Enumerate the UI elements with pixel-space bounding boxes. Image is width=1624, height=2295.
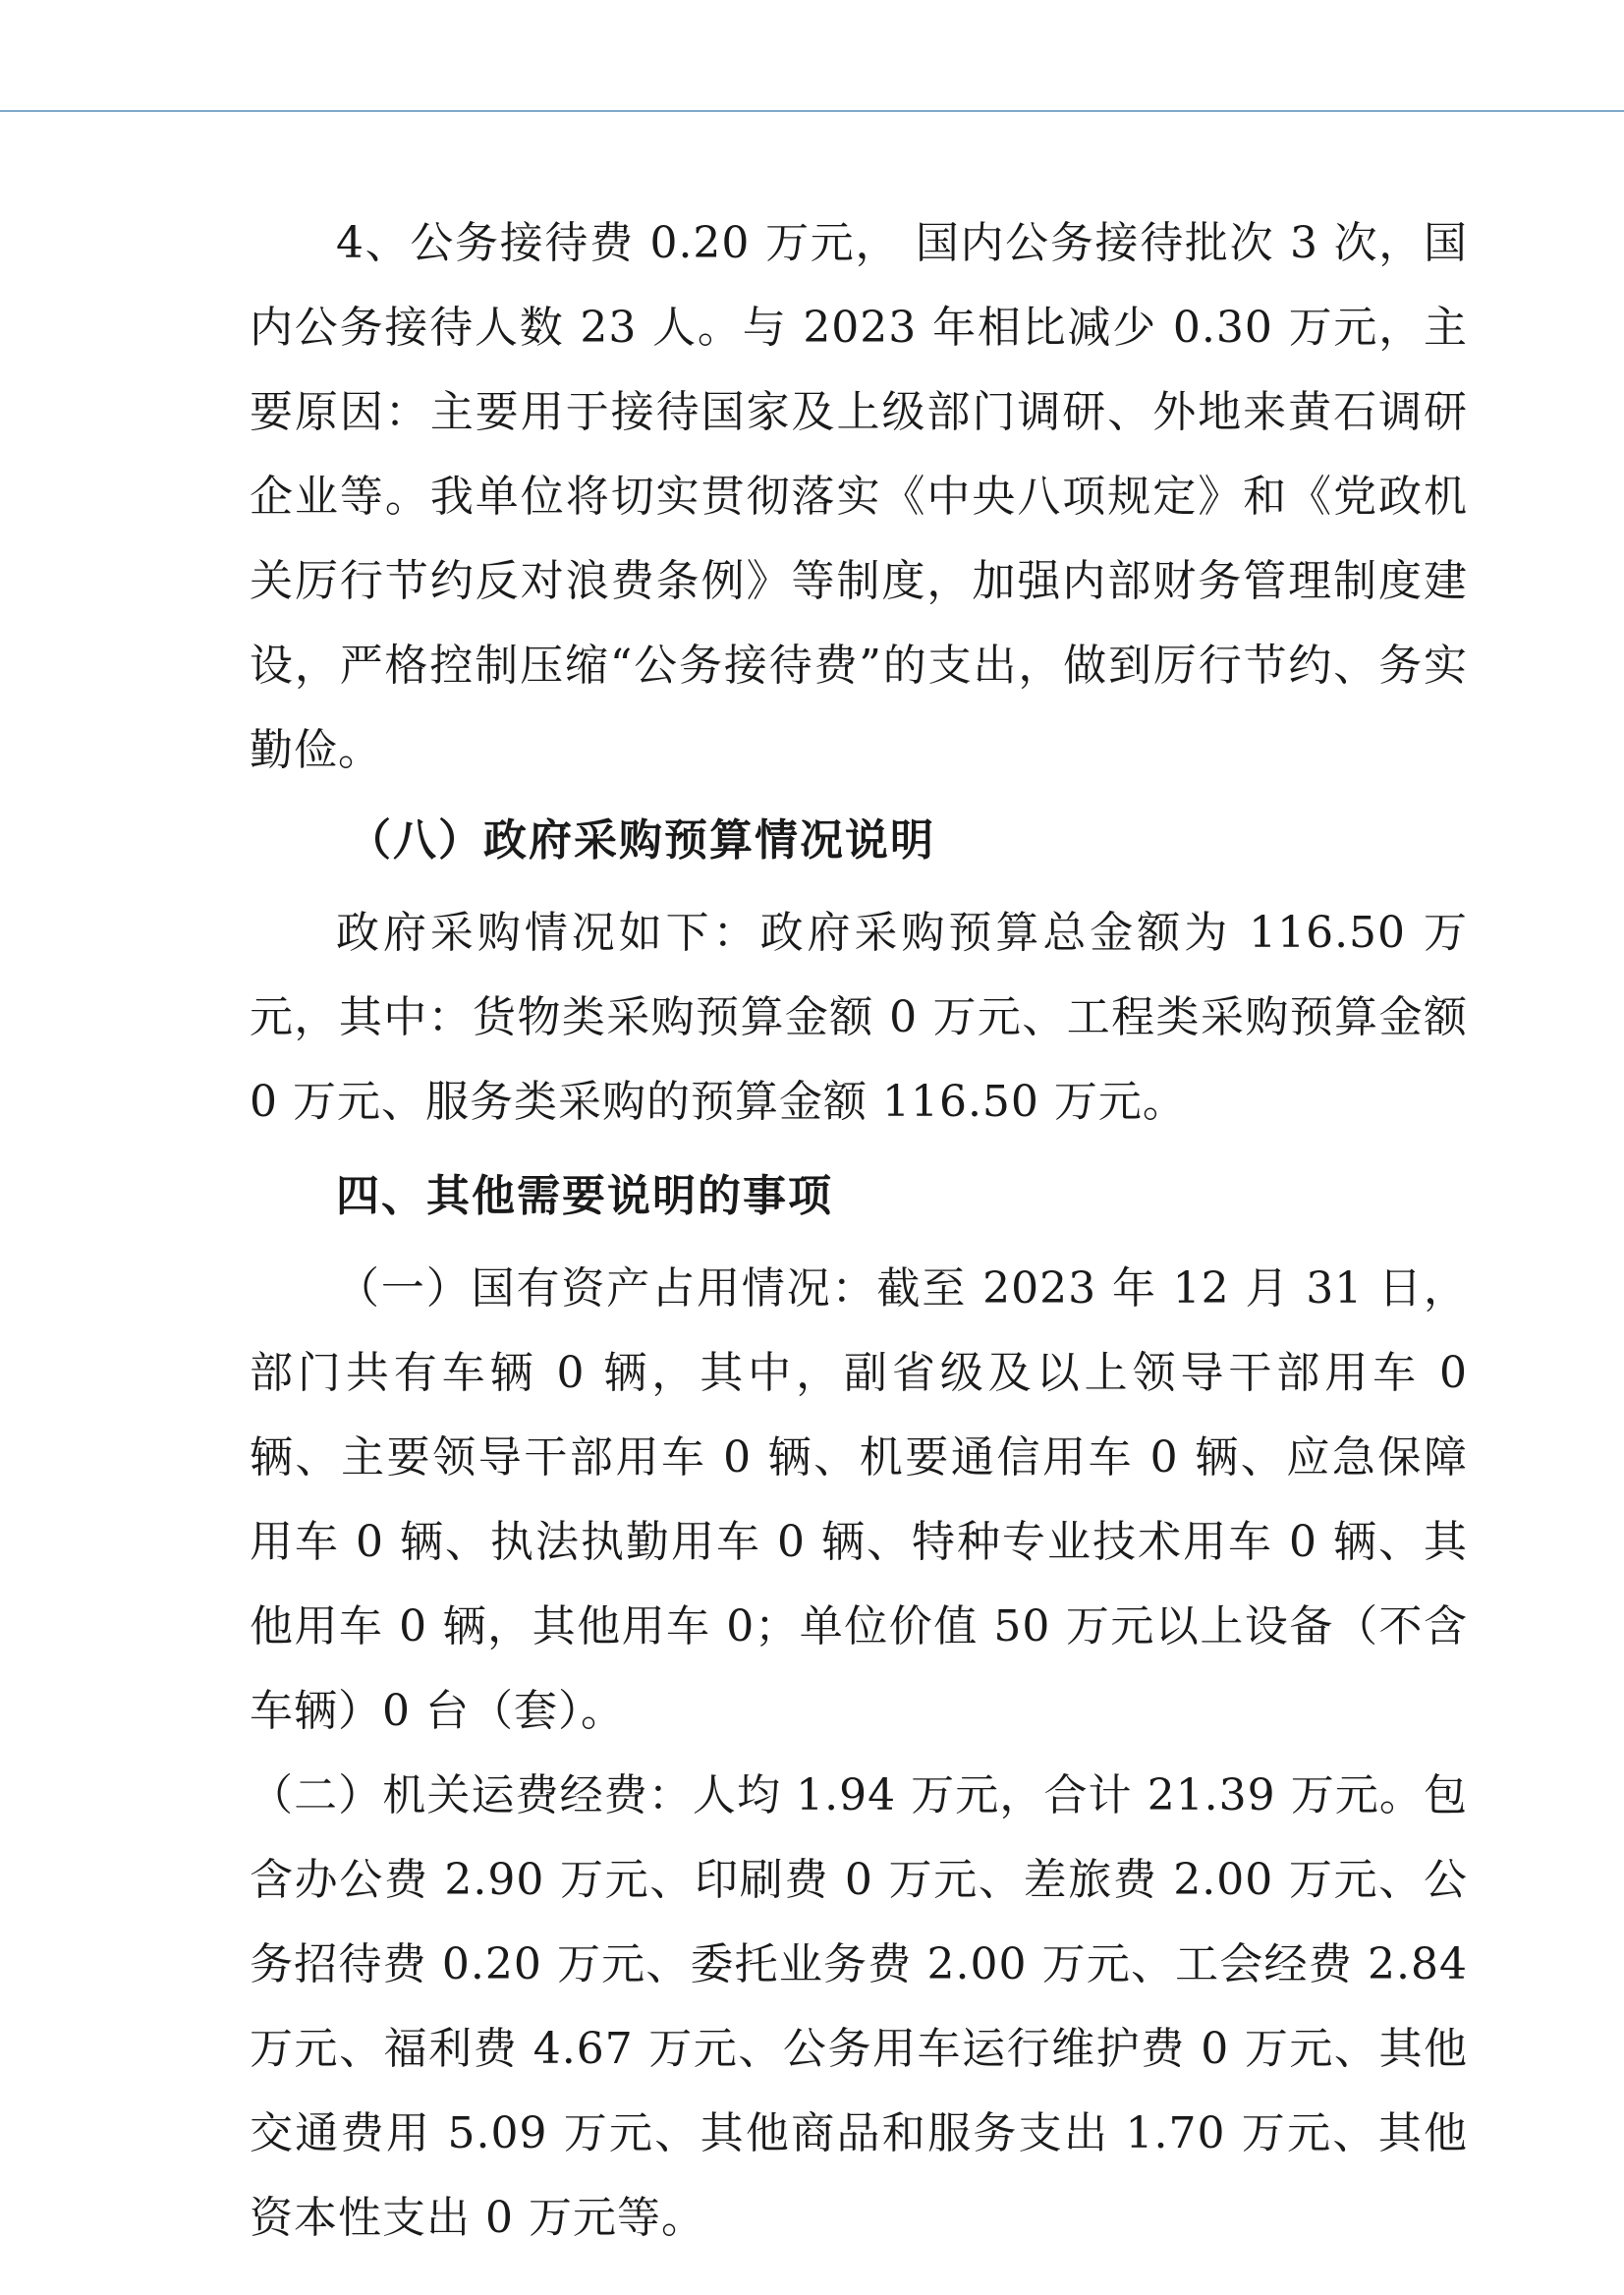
section-heading-procurement: （八）政府采购预算情况说明 <box>348 815 935 866</box>
header-rule <box>0 110 1624 112</box>
paragraph-state-assets: （一）国有资产占用情况：截至 2023 年 12 月 31 日，部门共有车辆 0 辆，其中，副省级及以上领导干部用车 0 辆、主要领导干部用车 0 辆、机要通信用车 0 辆、应急保障用车 0 辆、执法执勤用车 0 辆、特种专业技术用车 0 辆、其他用车 0 辆，其他用车 0；单位价值 50 万元以上设备（不含车辆）0 台（套）。 <box>250 1263 1468 1736</box>
document-body <box>250 201 1468 2261</box>
paragraph-operating-expenses: （二）机关运费经费：人均 1.94 万元，合计 21.39 万元。包含办公费 2.90 万元、印刷费 0 万元、差旅费 2.00 万元、公务招待费 0.20 万元、委托业务费 2.00 万元、工会经费 2.84 万元、福利费 4.67 万元、公务用车运行维护费 0 万元、其他交通费用 5.09 万元、其他商品和服务支出 1.70 万元、其他资本性支出 0 万元等。 <box>250 1770 1469 2243</box>
paragraph-procurement: 政府采购情况如下：政府采购预算总金额为 116.50 万元，其中：货物类采购预算金额 0 万元、工程类采购预算金额 0 万元、服务类采购的预算金额 116.50 万元。 <box>250 908 1468 1127</box>
section-heading-other-matters: 四、其他需要说明的事项 <box>336 1171 833 1221</box>
paragraph-reception-expenses: 4、公务接待费 0.20 万元， 国内公务接待批次 3 次，国内公务接待人数 23 人。与 2023 年相比减少 0.30 万元，主要原因：主要用于接待国家及上级部门调研、外地来黄石调研企业等。我单位将切实贯彻落实《中央八项规定》和《党政机关厉行节约反对浪费条例》等制度，加强内部财务管理制度建设，严格控制压缩“公务接待费”的支出，做到厉行节约、务实勤俭。 <box>250 218 1468 775</box>
